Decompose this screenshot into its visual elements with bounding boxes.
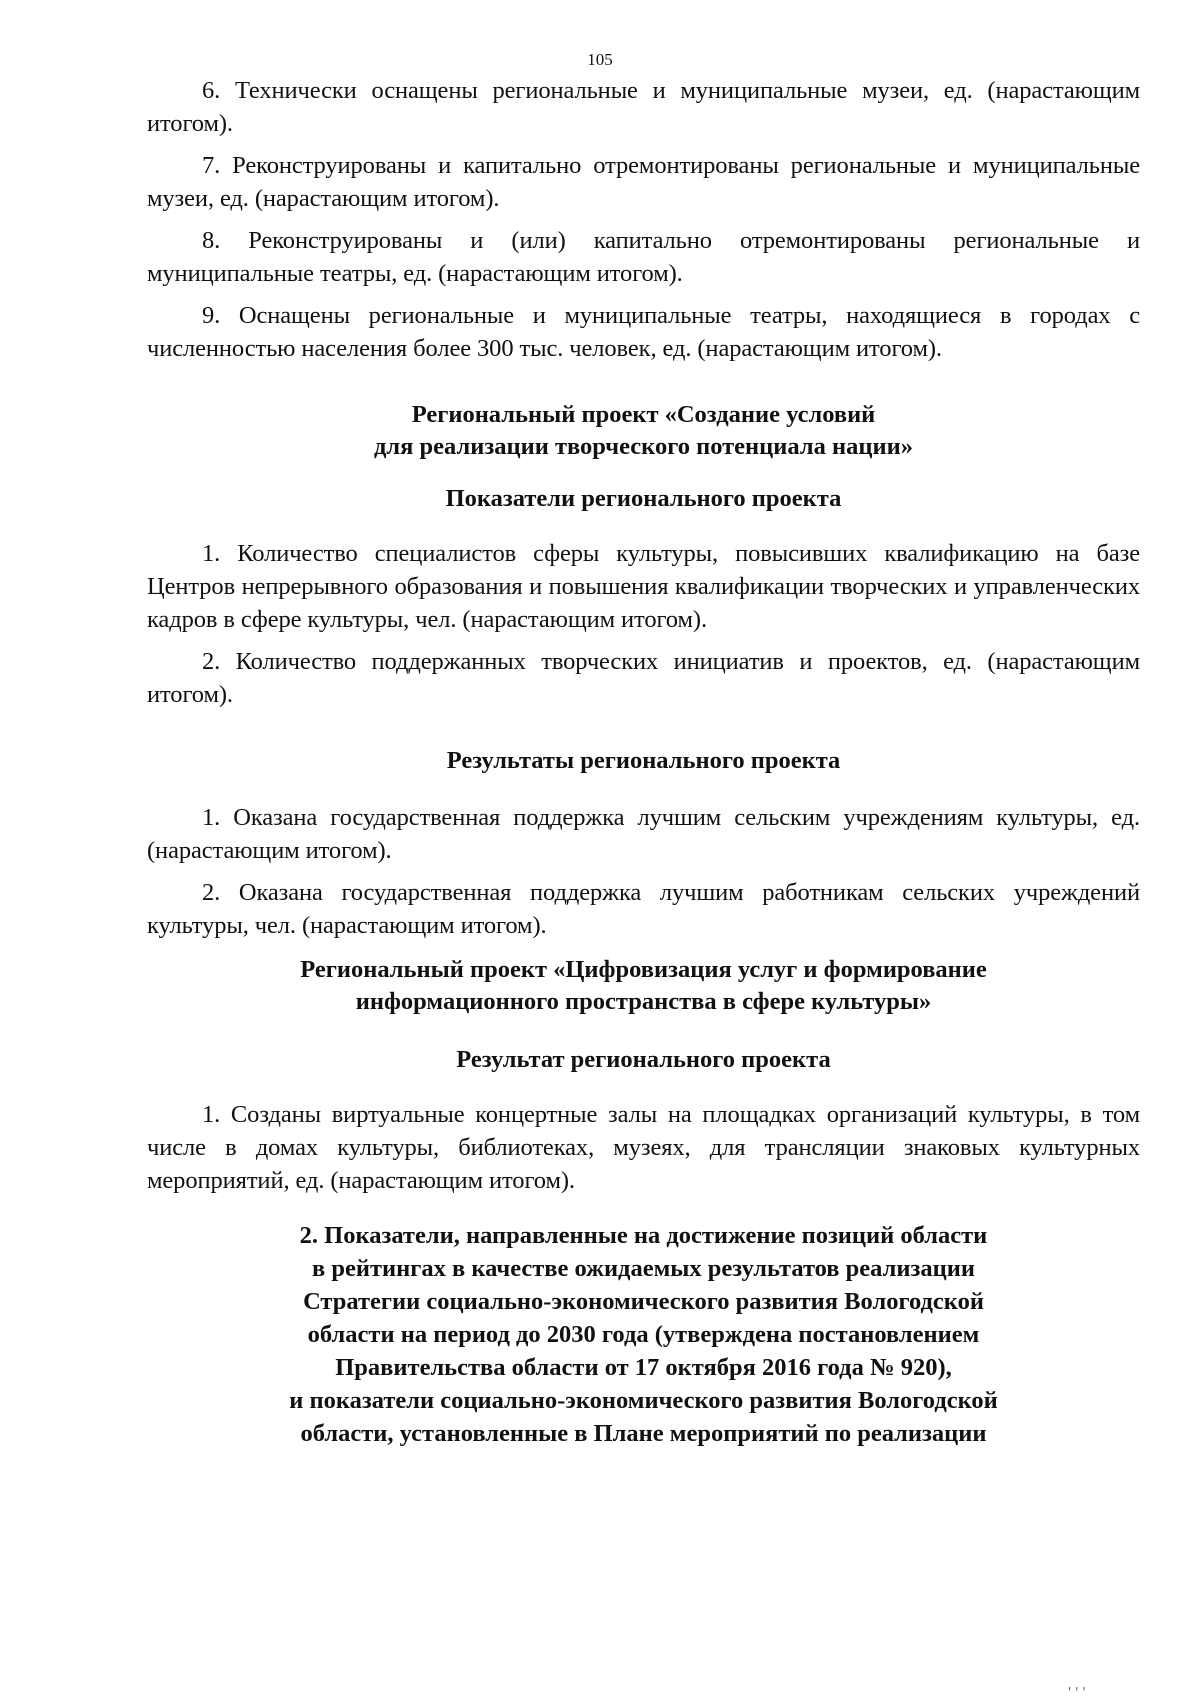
result-item: 2. Оказана государственная поддержка лучшим работникам сельских учреждений культуры, чел. (нарастающим итогом). [147, 879, 1140, 939]
section2-heading-line: в рейтингах в качестве ожидаемых результатов реализации [312, 1255, 975, 1282]
result-item: 1. Оказана государственная поддержка лучшим сельским учреждениям культуры, ед. (нарастающим итогом). [147, 804, 1140, 864]
results-heading: Результаты регионального проекта [446, 747, 841, 774]
indicators-heading: Показатели регионального проекта [445, 485, 842, 512]
digital-result-heading: Результат регионального проекта [456, 1046, 831, 1073]
intro-item: 9. Оснащены региональные и муниципальные театры, находящиеся в городах с численностью населения более 300 тыс. человек, ед. (нарастающим итогом). [147, 302, 1140, 362]
project-digital-title-line: Региональный проект «Цифровизация услуг и формирование [300, 956, 987, 983]
section2-heading-line: области на период до 2030 года (утверждена постановлением [307, 1321, 980, 1348]
intro-item: 6. Технически оснащены региональные и муниципальные музеи, ед. (нарастающим итогом). [147, 77, 1140, 137]
section2-heading-line: области, установленные в Плане мероприятий по реализации [300, 1420, 987, 1447]
project-digital-title-line: информационного пространства в сфере культуры» [355, 988, 932, 1015]
indicator-item: 2. Количество поддержанных творческих инициатив и проектов, ед. (нарастающим итогом). [147, 648, 1140, 708]
intro-item: 7. Реконструированы и капитально отремонтированы региональные и муниципальные музеи, ед. (нарастающим итогом). [147, 152, 1140, 212]
section2-heading-line: Правительства области от 17 октября 2016 года № 920), [335, 1354, 952, 1381]
page-number: 105 [587, 50, 613, 69]
digital-result-item: 1. Созданы виртуальные концертные залы на площадках организаций культуры, в том числе в домах культуры, библиотеках, музеях, для трансляции знаковых культурных мероприятий, ед. (нарастающим итогом). [147, 1101, 1140, 1194]
intro-item: 8. Реконструированы и (или) капитально отремонтированы региональные и муниципальные театры, ед. (нарастающим итогом). [147, 227, 1140, 287]
section2-heading-line: и показатели социально-экономического развития Вологодской [289, 1387, 998, 1414]
section2-heading-line: 2. Показатели, направленные на достижение позиций области [299, 1222, 988, 1249]
scan-mark: ' ' ' [1068, 1685, 1086, 1699]
project-creative-title [147, 399, 1140, 463]
project-digital-title [147, 954, 1140, 1018]
project-creative-title-line: для реализации творческого потенциала нации» [374, 433, 913, 460]
indicator-item: 1. Количество специалистов сферы культуры, повысивших квалификацию на базе Центров непрерывного образования и повышения квалификации творческих и управленческих кадров в сфере культуры, чел. (нарастающим итогом). [147, 540, 1140, 633]
project-creative-title-line: Региональный проект «Создание условий [411, 401, 876, 428]
page-content [147, 74, 1140, 1450]
section2-heading [147, 1219, 1140, 1450]
section2-heading-line: Стратегии социально-экономического развития Вологодской [303, 1288, 984, 1315]
